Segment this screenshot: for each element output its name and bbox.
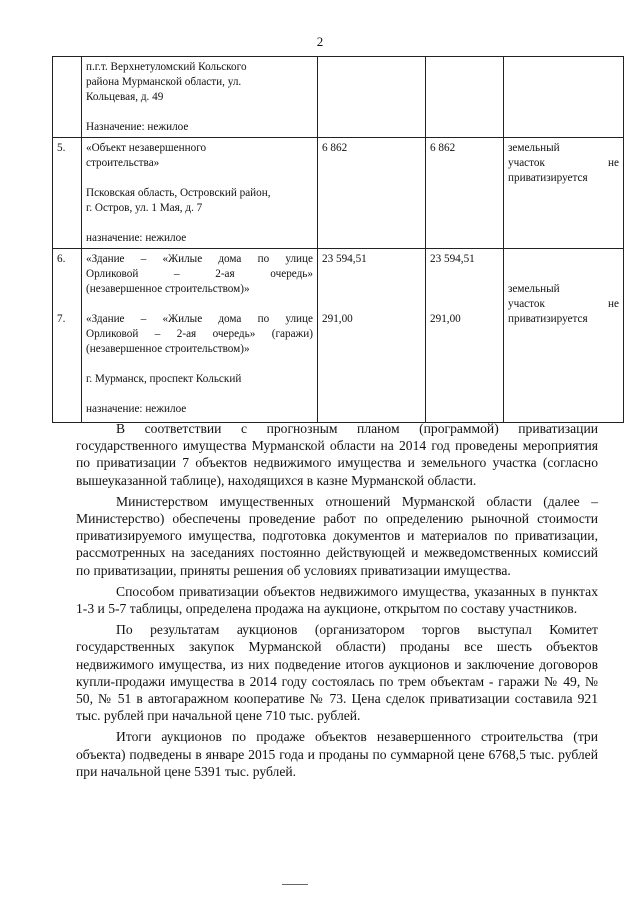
value-cell: 6 862 — [318, 138, 426, 249]
table-row — [53, 57, 624, 138]
footer-divider — [282, 884, 308, 885]
paragraph: Министерством имущественных отношений Мурманской области (далее – Министерство) обеспечены проведение работ по определению рыночной стоимости приватизируемого имущества, подготовка документов и материалов по приватизации, рассмотренных на заседаниях постоянно действующей и межведомственных комиссий по приватизации, приняты решения об условиях приватизации имущества. — [76, 493, 598, 578]
object-name-line: «Объект незавершенного — [86, 142, 207, 154]
address-line: района Мурманской области, ул. — [86, 76, 242, 88]
object-name-line: «Здание – «Жилые дома по улице — [86, 313, 313, 325]
privatization-objects-table — [52, 56, 624, 423]
address-line: Кольцевая, д. 49 — [86, 91, 164, 103]
purpose-text: Назначение: нежилое — [86, 121, 189, 133]
address-line: г. Остров, ул. 1 Мая, д. 7 — [86, 202, 203, 214]
value-cell — [318, 57, 426, 138]
object-name-line: (незавершенное строительством)» — [86, 343, 250, 355]
note-line — [508, 297, 619, 312]
note-cell — [504, 249, 624, 423]
object-name-line: «Здание – «Жилые дома по улице — [86, 253, 313, 265]
body-text — [76, 420, 598, 784]
object-name-cell — [82, 249, 318, 423]
value-text: 291,00 — [430, 313, 461, 325]
object-name-cell — [82, 138, 318, 249]
address-line: п.г.т. Верхнетуломский Кольского — [86, 61, 247, 73]
object-name-line: строительства» — [86, 157, 160, 169]
note-word: не — [608, 157, 619, 169]
address-line: Псковская область, Островский район, — [86, 187, 271, 199]
note-word: участок — [508, 298, 545, 310]
row-number-cell: 5. — [53, 138, 82, 249]
purpose-text: назначение: нежилое — [86, 403, 187, 415]
address-line: г. Мурманск, проспект Кольский — [86, 373, 242, 385]
paragraph: Способом приватизации объектов недвижимого имущества, указанных в пунктах 1-3 и 5-7 таблицы, определена продажа на аукционе, открытом по составу участников. — [76, 583, 598, 617]
note-line: приватизируется — [508, 172, 588, 184]
value-cell — [426, 57, 504, 138]
row-number-cell — [53, 249, 82, 423]
value-cell — [426, 249, 504, 423]
note-line: земельный — [508, 283, 560, 295]
page-number: 2 — [316, 34, 324, 49]
note-line: земельный — [508, 142, 560, 154]
object-name-line: Орликовой – 2-ая очередь» (гаражи) — [86, 328, 313, 340]
note-word: не — [608, 298, 619, 310]
note-cell — [504, 138, 624, 249]
row-number: 7. — [57, 313, 66, 325]
note-word: участок — [508, 157, 545, 169]
row-number-cell — [53, 57, 82, 138]
object-name-line: (незавершенное строительством)» — [86, 283, 250, 295]
value-cell: 6 862 — [426, 138, 504, 249]
value-cell — [318, 249, 426, 423]
paragraph: По результатам аукционов (организатором торгов выступал Комитет государственных закупок Мурманской области) проданы все шесть объектов недвижимого имущества, из них подведение итогов аукционов и заключение договоров купли-продажи имущества в 2014 году состоялась по трем объектам - гаражи № 49, № 50, № 51 в автогаражном кооперативе № 73. Цена сделок приватизации составила 921 тыс. рублей при начальной цене 710 тыс. рублей. — [76, 622, 598, 724]
value-text: 23 594,51 — [322, 253, 367, 265]
paragraph: В соответствии с прогнозным планом (программой) приватизации государственного имущества Мурманской области на 2014 год проведены мероприятия по приватизации 7 объектов недвижимого имущества и земельного участка (согласно вышеуказанной таблице), находящихся в казне Мурманской области. — [76, 421, 598, 488]
note-line: приватизируется — [508, 313, 588, 325]
value-text: 291,00 — [322, 313, 353, 325]
value-text: 23 594,51 — [430, 253, 475, 265]
object-name-line: Орликовой – 2-ая очередь» — [86, 268, 313, 280]
note-cell — [504, 57, 624, 138]
table-row — [53, 138, 624, 249]
table-row — [53, 249, 624, 423]
paragraph: Итоги аукционов по продаже объектов незавершенного строительства (три объекта) подведены в январе 2015 года и проданы по суммарной цене 6768,5 тыс. рублей при начальной цене 5391 тыс. рублей. — [76, 729, 598, 779]
object-name-cell — [82, 57, 318, 138]
note-line — [508, 156, 619, 171]
row-number: 6. — [57, 253, 66, 265]
purpose-text: назначение: нежилое — [86, 232, 187, 244]
